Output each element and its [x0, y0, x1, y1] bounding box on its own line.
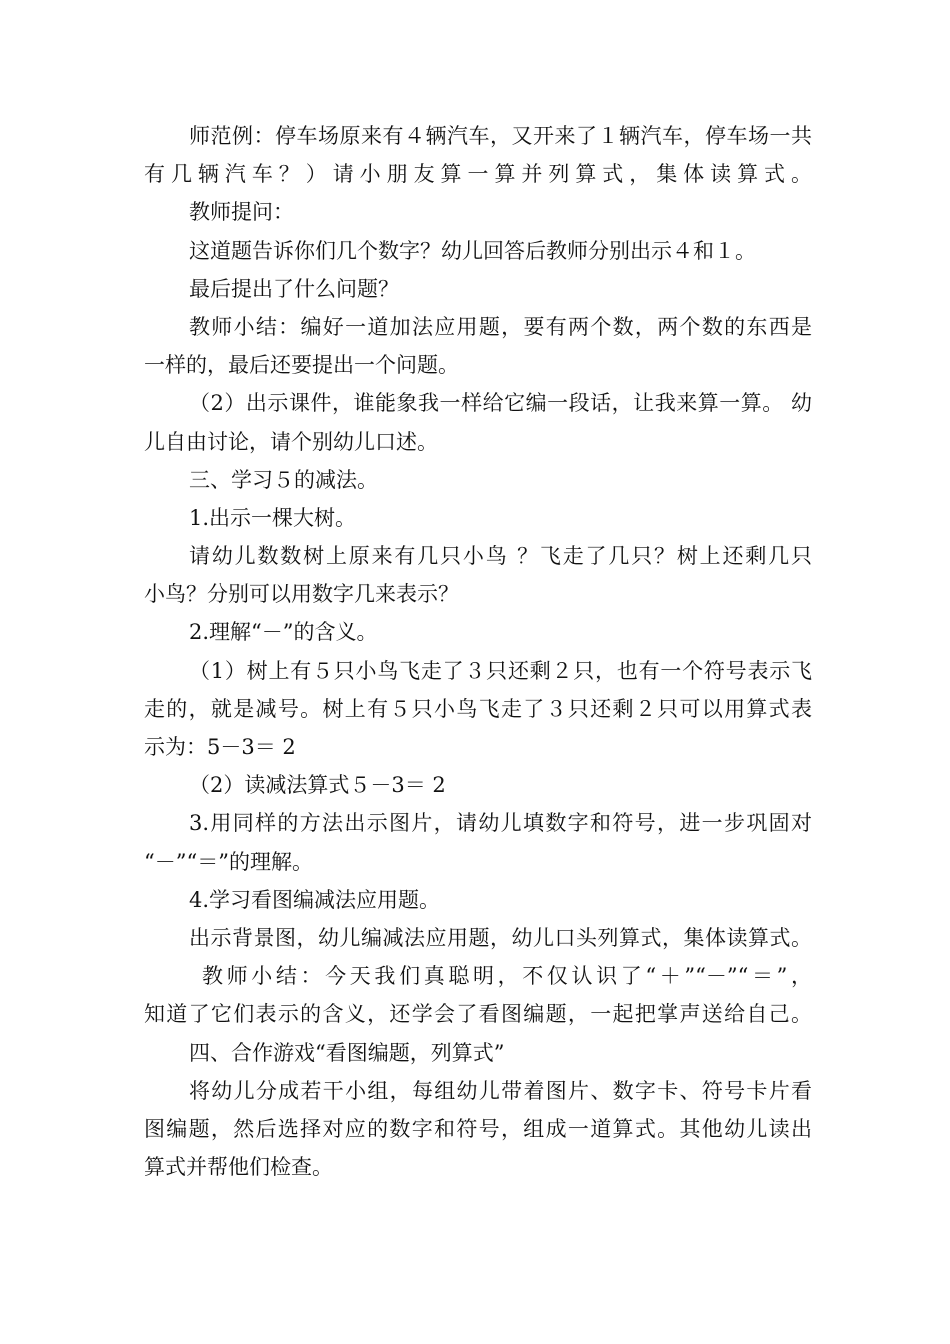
- document-body: [144, 117, 812, 1186]
- paragraph-line: （2）读减法算式５－3＝ 2: [189, 773, 446, 798]
- paragraph-line: “－”“＝”的理解。: [144, 849, 313, 874]
- paragraph-line: 4.学习看图编减法应用题。: [189, 887, 441, 912]
- paragraph-line: 这道题告诉你们几个数字？幼儿回答后教师分别出示４和１。: [189, 238, 756, 263]
- paragraph-line: 2.理解“－”的含义。: [189, 620, 378, 645]
- section-heading: 四、合作游戏“看图编题，列算式”: [189, 1040, 505, 1065]
- paragraph-line: 有几辆汽车？）请小朋友算一算并列算式，集体读算式。: [144, 162, 812, 187]
- paragraph-line: 1.出示一棵大树。: [189, 505, 357, 530]
- paragraph-line: 将幼儿分成若干小组，每组幼儿带着图片、数字卡、符号卡片看: [189, 1078, 812, 1103]
- section-heading: 三、学习５的减法。: [189, 467, 378, 492]
- paragraph-line: （1）树上有５只小鸟飞走了３只还剩２只，也有一个符号表示飞: [189, 658, 812, 683]
- paragraph-line: 教师小结：今天我们真聪明，不仅认识了“＋”“－”“＝”，: [202, 964, 812, 989]
- paragraph-line: 示为：5－3＝ 2: [144, 735, 296, 759]
- paragraph-line: 请幼儿数数树上原来有几只小鸟 ？飞走了几只？树上还剩几只: [189, 544, 812, 569]
- paragraph-line: 走的，就是减号。树上有５只小鸟飞走了３只还剩２只可以用算式表: [144, 696, 812, 721]
- paragraph-line: （2）出示课件，谁能象我一样给它编一段话，让我来算一算。 幼: [189, 391, 812, 416]
- paragraph-line: 出示背景图，幼儿编减法应用题，幼儿口头列算式，集体读算式。: [189, 925, 812, 950]
- paragraph-line: 教师提问：: [189, 200, 294, 225]
- paragraph-line: 知道了它们表示的含义，还学会了看图编题，一起把掌声送给自己。: [144, 1002, 812, 1027]
- paragraph-line: 算式并帮他们检查。: [144, 1155, 333, 1180]
- paragraph-line: 小鸟？分别可以用数字几来表示？: [144, 582, 459, 607]
- paragraph-line: 师范例：停车场原来有４辆汽车，又开来了１辆汽车，停车场一共: [189, 124, 812, 148]
- paragraph-line: 3.用同样的方法出示图片，请幼儿填数字和符号，进一步巩固对: [189, 811, 812, 836]
- paragraph-line: 儿自由讨论，请个别幼儿口述。: [144, 429, 438, 454]
- paragraph-line: 最后提出了什么问题？: [189, 276, 399, 301]
- paragraph-line: 一样的，最后还要提出一个问题。: [144, 353, 459, 378]
- paragraph-line: 图编题，然后选择对应的数字和符号，组成一道算式。其他幼儿读出: [144, 1116, 812, 1141]
- paragraph-line: 教师小结：编好一道加法应用题，要有两个数，两个数的东西是: [189, 314, 812, 339]
